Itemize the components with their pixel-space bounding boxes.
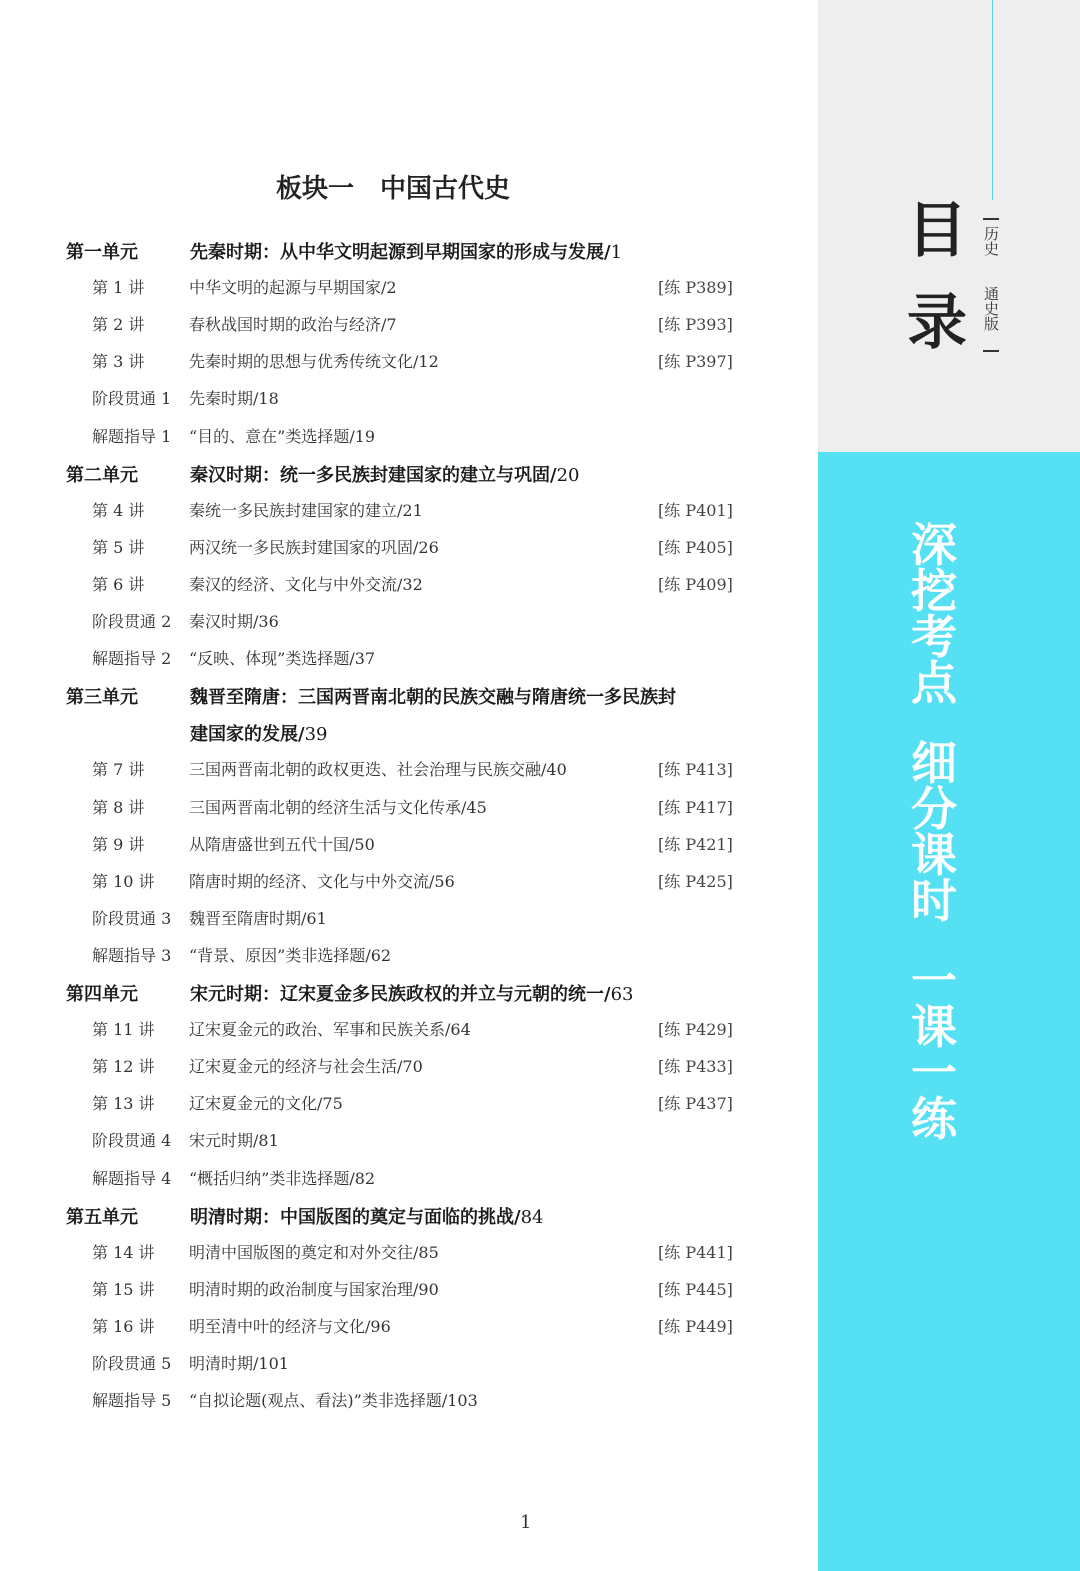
toc-label: 第 8 讲 — [92, 798, 145, 817]
toc-label: 第一单元 — [66, 242, 138, 263]
toc-label: 阶段贯通 5 — [92, 1354, 172, 1373]
edition-caption — [978, 212, 1004, 360]
toc-title: 中华文明的起源与早期国家/2 — [189, 278, 397, 297]
toc-label: 解题指导 3 — [92, 946, 172, 965]
slogan-char: 挖 — [911, 564, 957, 618]
toc-title: 宋元时期/81 — [189, 1131, 279, 1150]
toc-label: 解题指导 1 — [92, 427, 172, 446]
toc-label: 第 11 讲 — [92, 1020, 155, 1039]
toc-label: 第三单元 — [66, 687, 138, 708]
toc-title: 辽宋夏金元的经济与社会生活/70 — [189, 1057, 423, 1076]
practice-page-ref: [练 P429] — [658, 1020, 733, 1039]
toc-page-number: 1 — [610, 242, 623, 263]
practice-page-ref: [练 P433] — [658, 1057, 733, 1076]
toc-label: 第 14 讲 — [92, 1243, 155, 1262]
toc-title: 从隋唐盛世到五代十国/50 — [189, 835, 375, 854]
toc-label: 解题指导 5 — [92, 1391, 172, 1410]
toc-title: 春秋战国时期的政治与经济/7 — [189, 315, 397, 334]
toc-title: “背景、原因”类非选择题/62 — [189, 946, 392, 965]
slogan-char: 考 — [911, 610, 957, 664]
toc-label: 阶段贯通 3 — [92, 909, 172, 928]
practice-page-ref: [练 P441] — [658, 1243, 733, 1262]
practice-page-ref: [练 P389] — [658, 278, 733, 297]
toc-label: 阶段贯通 4 — [92, 1131, 172, 1150]
toc-label: 第五单元 — [66, 1207, 138, 1228]
toc-label: 阶段贯通 1 — [92, 389, 172, 408]
toc-label: 第 6 讲 — [92, 575, 145, 594]
toc-title: 三国两晋南北朝的经济生活与文化传承/45 — [189, 798, 487, 817]
practice-page-ref: [练 P445] — [658, 1280, 733, 1299]
toc-title: 魏晋至隋唐：三国两晋南北朝的民族交融与隋唐统一多民族封 — [190, 687, 676, 708]
toc-title: 明清中国版图的奠定和对外交往/85 — [189, 1243, 439, 1262]
toc-label: 阶段贯通 2 — [92, 612, 172, 631]
toc-page-number: 84 — [520, 1207, 544, 1228]
practice-page-ref: [练 P393] — [658, 315, 733, 334]
practice-page-ref: [练 P437] — [658, 1094, 733, 1113]
subject-label: 历史 — [982, 226, 1000, 256]
toc-title: 秦汉的经济、文化与中外交流/32 — [189, 575, 423, 594]
toc-label: 第 2 讲 — [92, 315, 145, 334]
toc-title: “自拟论题(观点、看法)”类非选择题/103 — [189, 1391, 478, 1410]
toc-title: 魏晋至隋唐时期/61 — [189, 909, 327, 928]
slogan-char: 一 — [911, 1046, 957, 1100]
practice-page-ref: [练 P425] — [658, 872, 733, 891]
toc-page-number: 20 — [556, 465, 580, 486]
toc-page-number: 39 — [304, 724, 328, 745]
toc-label: 第 10 讲 — [92, 872, 155, 891]
toc-label: 第 7 讲 — [92, 760, 145, 779]
practice-page-ref: [练 P405] — [658, 538, 733, 557]
toc-title: 先秦时期：从中华文明起源到早期国家的形成与发展/ — [190, 242, 611, 263]
practice-page-ref: [练 P417] — [658, 798, 733, 817]
practice-page-ref: [练 P413] — [658, 760, 733, 779]
slogan-char: 分 — [911, 782, 957, 836]
toc-title: 两汉统一多民族封建国家的巩固/26 — [189, 538, 439, 557]
block-title: 板块一 中国古代史 — [276, 174, 511, 204]
slogan-char: 一 — [911, 954, 957, 1008]
edition-label: 通史版 — [982, 286, 1000, 331]
contents-title-char: 目 — [907, 196, 967, 266]
toc-title: 宋元时期：辽宋夏金多民族政权的并立与元朝的统一/ — [190, 984, 611, 1005]
toc-title: 秦统一多民族封建国家的建立/21 — [189, 501, 423, 520]
practice-page-ref: [练 P421] — [658, 835, 733, 854]
toc-label: 第 12 讲 — [92, 1057, 155, 1076]
slogan-char: 深 — [911, 518, 957, 572]
practice-page-ref: [练 P409] — [658, 575, 733, 594]
toc-title: 秦汉时期：统一多民族封建国家的建立与巩固/ — [190, 465, 557, 486]
toc-title: 明清时期：中国版图的奠定与面临的挑战/ — [190, 1207, 521, 1228]
caption-tick — [983, 350, 999, 352]
toc-title: “反映、体现”类选择题/37 — [189, 649, 376, 668]
toc-label: 第 1 讲 — [92, 278, 145, 297]
toc-label: 第 3 讲 — [92, 352, 145, 371]
slogan-char: 课 — [911, 1000, 957, 1054]
toc-label: 解题指导 4 — [92, 1169, 172, 1188]
slogan-char: 课 — [911, 828, 957, 882]
toc-label: 第 13 讲 — [92, 1094, 155, 1113]
practice-page-ref: [练 P401] — [658, 501, 733, 520]
slogan-char: 细 — [911, 736, 957, 790]
slogan-char: 点 — [911, 656, 957, 710]
caption-tick — [983, 218, 999, 220]
toc-title: 明清时期/101 — [189, 1354, 289, 1373]
toc-label: 第 5 讲 — [92, 538, 145, 557]
slogan-char: 练 — [911, 1092, 957, 1146]
slogan-gap — [898, 924, 970, 958]
toc-title: “概括归纳”类非选择题/82 — [189, 1169, 376, 1188]
practice-page-ref: [练 P397] — [658, 352, 733, 371]
toc-page-number: 63 — [610, 984, 634, 1005]
toc-title: 辽宋夏金元的政治、军事和民族关系/64 — [189, 1020, 471, 1039]
toc-label: 解题指导 2 — [92, 649, 172, 668]
toc-label: 第 16 讲 — [92, 1317, 155, 1336]
toc-label: 第 15 讲 — [92, 1280, 155, 1299]
slogan-char: 时 — [911, 874, 957, 928]
toc-label: 第二单元 — [66, 465, 138, 486]
toc-label: 第 4 讲 — [92, 501, 145, 520]
toc-title: 先秦时期的思想与优秀传统文化/12 — [189, 352, 439, 371]
page-number: 1 — [520, 1512, 532, 1533]
toc-title: 辽宋夏金元的文化/75 — [189, 1094, 343, 1113]
toc-label: 第四单元 — [66, 984, 138, 1005]
toc-title: 秦汉时期/36 — [189, 612, 279, 631]
slogan-gap — [898, 706, 970, 740]
toc-title: 建国家的发展/ — [190, 724, 305, 745]
toc-title: 三国两晋南北朝的政权更迭、社会治理与民族交融/40 — [189, 760, 567, 779]
toc-title: 隋唐时期的经济、文化与中外交流/56 — [189, 872, 455, 891]
contents-title-char: 录 — [907, 288, 967, 358]
toc-label: 第 9 讲 — [92, 835, 145, 854]
toc-title: 先秦时期/18 — [189, 389, 279, 408]
side-divider-line — [992, 0, 993, 200]
toc-title: “目的、意在”类选择题/19 — [189, 427, 376, 446]
toc-title: 明至清中叶的经济与文化/96 — [189, 1317, 391, 1336]
series-slogan — [898, 518, 970, 1146]
practice-page-ref: [练 P449] — [658, 1317, 733, 1336]
toc-title: 明清时期的政治制度与国家治理/90 — [189, 1280, 439, 1299]
